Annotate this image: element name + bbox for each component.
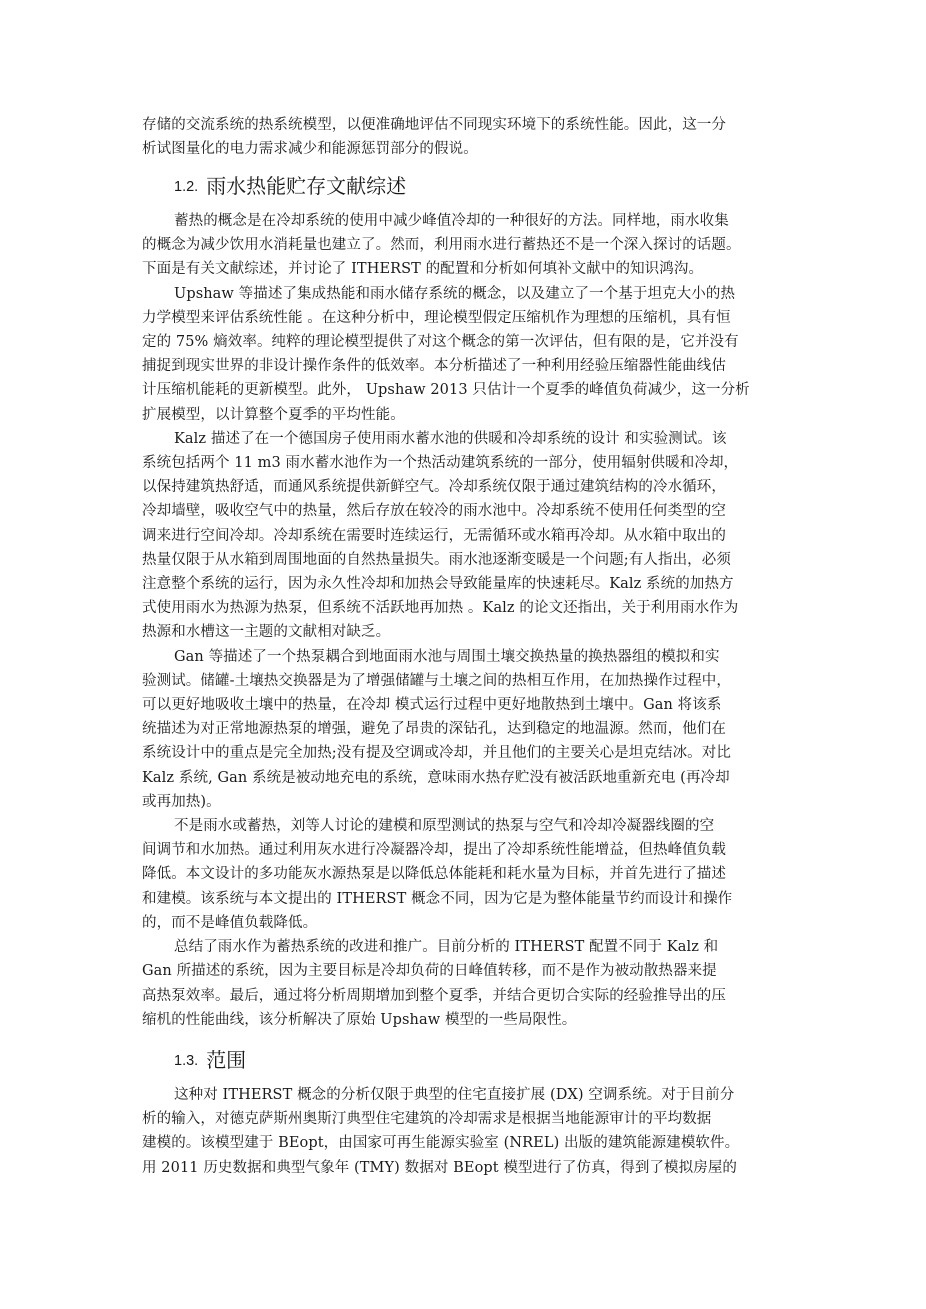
text-line: 的概念为减少饮用水消耗量也建立了。然而，利用雨水进行蓄热还不是一个深入探讨的话题。 [142, 237, 741, 254]
text-line: 和建模。该系统与本文提出的 ITHERST 概念不同，因为它是为整体能量节约而设计和操作 [142, 890, 733, 907]
text-line: 间调节和水加热。通过利用灰水进行冷凝器冷却，提出了冷却系统性能增益，但热峰值负载 [142, 842, 726, 859]
text-line: 蓄热的概念是在冷却系统的使用中减少峰值冷却的一种很好的方法。同样地，雨水收集 [174, 213, 729, 229]
paragraph [142, 1083, 790, 1180]
paragraph [142, 814, 790, 935]
text-line: 热源和水槽这一主题的文献相对缺乏。 [142, 624, 391, 641]
section-number: 1.3. [174, 1053, 199, 1069]
text-line: 验测试。储罐-土壤热交换器是为了增强储罐与土壤之间的热相互作用，在加热操作过程中， [142, 672, 731, 689]
text-line: 计压缩机能耗的更新模型。此外， Upshaw 2013 只估计一个夏季的峰值负荷减少，这一分析 [142, 382, 750, 399]
intro-paragraph [142, 113, 790, 161]
text-line: Upshaw 等描述了集成热能和雨水储存系统的概念，以及建立了一个基于坦克大小的热 [174, 285, 736, 302]
text-line: 或再加热)。 [142, 793, 221, 810]
paragraph [142, 427, 790, 645]
text-line: Gan 等描述了一个热泵耦合到地面雨水池与周围土壤交换热量的换热器组的模拟和实 [174, 648, 720, 665]
text-line: 捕捉到现实世界的非设计操作条件的低效率。本分析描述了一种利用经验压缩器性能曲线估 [142, 358, 726, 375]
text-line: Kalz 系统, Gan 系统是被动地充电的系统，意味雨水热存贮没有被活跃地重新充电 (再冷却 [142, 769, 730, 786]
text-line: 以保持建筑热舒适，而通风系统提供新鲜空气。冷却系统仅限于通过建筑结构的冷水循环， [142, 479, 726, 496]
text-line: 注意整个系统的运行，因为永久性冷却和加热会导致能量库的快速耗尽。Kalz 系统的加热方 [142, 576, 734, 593]
section-heading-1-3 [174, 1046, 246, 1075]
text-line: 析试图量化的电力需求减少和能源惩罚部分的假说。 [142, 141, 478, 158]
paragraph [142, 935, 790, 1032]
section-1-3-body [142, 1083, 790, 1180]
text-line: 系统设计中的重点是完全加热;没有提及空调或冷却，并且他们的主要关心是坦克结冰。对比 [142, 745, 731, 762]
text-line: 力学模型来评估系统性能 。在这种分析中，理论模型假定压缩机作为理想的压缩机，具有恒 [142, 309, 731, 326]
text-line: 统描述为对正常地源热泵的增强，避免了昂贵的深钻孔，达到稳定的地温源。然而，他们在 [142, 721, 726, 738]
text-line: 式使用雨水为热源为热泵，但系统不活跃地再加热 。Kalz 的论文还指出，关于利用雨水作为 [142, 600, 739, 617]
text-line: 降低。本文设计的多功能灰水源热泵是以降低总体能耗和耗水量为目标，并首先进行了描述 [142, 866, 726, 883]
section-heading-1-2 [174, 172, 406, 201]
section-1-2-body [142, 209, 790, 1032]
text-line: 不是雨水或蓄热，刘等人讨论的建模和原型测试的热泵与空气和冷却冷凝器线圈的空 [174, 818, 715, 835]
text-line: 存储的交流系统的热系统模型，以便准确地评估不同现实环境下的系统性能。因此，这一分 [142, 117, 726, 133]
text-line: 调来进行空间冷却。冷却系统在需要时连续运行，无需循环或水箱再冷却。从水箱中取出的 [142, 527, 726, 544]
text-line: 系统包括两个 11 m3 雨水蓄水池作为一个热活动建筑系统的一部分，使用辐射供暖和冷却， [142, 455, 739, 472]
text-line: 下面是有关文献综述，并讨论了 ITHERST 的配置和分析如何填补文献中的知识鸿沟。 [142, 261, 704, 278]
text-line: 高热泵效率。最后，通过将分析周期增加到整个夏季，并结合更切合实际的经验推导出的压 [142, 987, 726, 1004]
text-line: 建模的。该模型建于 BEopt，由国家可再生能源实验室 (NREL) 出版的建筑能源建模软件。 [142, 1135, 740, 1152]
text-line: Kalz 描述了在一个德国房子使用雨水蓄水池的供暖和冷却系统的设计 和实验测试。该 [174, 430, 727, 447]
text-line: 热量仅限于从水箱到周围地面的自然热量损失。雨水池逐渐变暖是一个问题;有人指出，必须 [142, 551, 731, 568]
text-line: 定的 75% 熵效率。纯粹的理论模型提供了对这个概念的第一次评估，但有限的是，它并没有 [142, 334, 739, 351]
text-line: 缩机的性能曲线，该分析解决了原始 Upshaw 模型的一些局限性。 [142, 1011, 577, 1028]
section-title: 范围 [206, 1048, 247, 1072]
paragraph [142, 282, 790, 427]
text-line: 这种对 ITHERST 概念的分析仅限于典型的住宅直接扩展 (DX) 空调系统。对于目前分 [174, 1087, 735, 1103]
text-line: 的，而不是峰值负载降低。 [142, 914, 318, 931]
text-line: 总结了雨水作为蓄热系统的改进和推广。目前分析的 ITHERST 配置不同于 Kalz 和 [174, 939, 719, 956]
text-line: Gan 所描述的系统，因为主要目标是冷却负荷的日峰值转移，而不是作为被动散热器来提 [142, 963, 717, 980]
section-title: 雨水热能贮存文献综述 [206, 174, 407, 198]
paragraph [142, 645, 790, 814]
paragraph [142, 209, 790, 282]
section-number: 1.2. [174, 179, 199, 195]
text-line: 析的输入，对德克萨斯州奥斯汀典型住宅建筑的冷却需求是根据当地能源审计的平均数据 [142, 1111, 712, 1128]
text-line: 冷却墙壁，吸收空气中的热量，然后存放在较冷的雨水池中。冷却系统不使用任何类型的空 [142, 503, 726, 520]
text-line: 用 2011 历史数据和典型气象年 (TMY) 数据对 BEopt 模型进行了仿真，得到了模拟房屋的 [142, 1159, 738, 1176]
text-line: 可以更好地吸收土壤中的热量，在冷却 模式运行过程中更好地散热到土壤中。Gan 将该系 [142, 697, 722, 714]
text-line: 扩展模型，以计算整个夏季的平均性能。 [142, 406, 405, 423]
